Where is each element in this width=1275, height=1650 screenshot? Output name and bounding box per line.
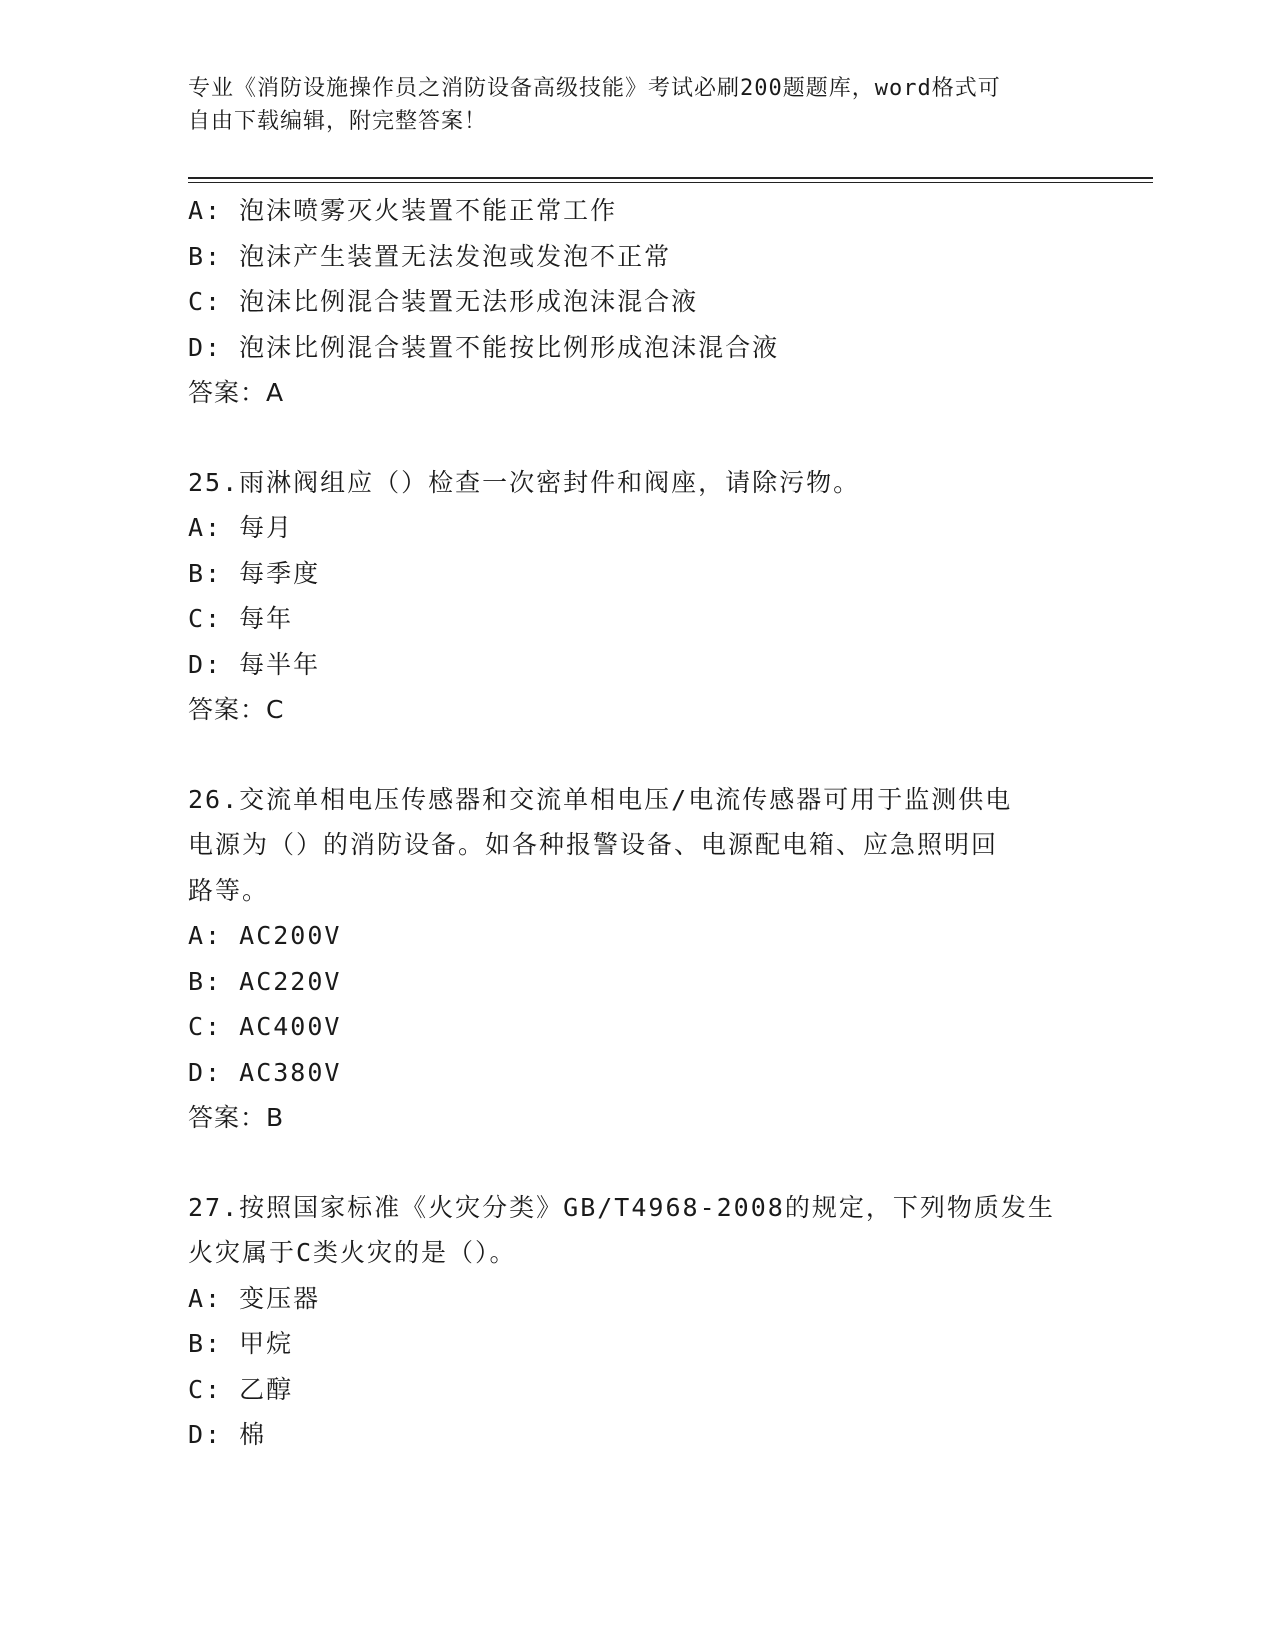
option-a: A: 泡沫喷雾灭火装置不能正常工作 [188, 196, 618, 225]
option-c: C: AC400V [188, 1012, 342, 1041]
option-a: A: 变压器 [188, 1283, 321, 1313]
spacer [188, 1141, 1068, 1185]
question-text-line-3: 路等。 [188, 875, 270, 905]
option-c: C: 乙醇 [188, 1374, 294, 1404]
option-b: B: 泡沫产生装置无法发泡或发泡不正常 [188, 241, 672, 271]
question-text: 25.雨淋阀组应（）检查一次密封件和阀座，请除污物。 [188, 467, 861, 497]
header-line-1: 专业《消防设施操作员之消防设备高级技能》考试必刷200题题库，word格式可 [188, 76, 1001, 101]
option-a: A: AC200V [188, 921, 342, 950]
option-c: C: 泡沫比例混合装置无法形成泡沫混合液 [188, 287, 699, 316]
spacer [188, 733, 1068, 777]
option-b: B: 甲烷 [188, 1329, 294, 1358]
question-text-line-1: 27.按照国家标准《火灾分类》GB/T4968-2008的规定，下列物质发生 [188, 1192, 1055, 1222]
option-b: B: 每季度 [188, 558, 321, 588]
option-d: D: AC380V [188, 1057, 342, 1087]
option-a: A: 每月 [188, 513, 294, 542]
question-block-25 [188, 460, 1068, 733]
question-block-27 [188, 1185, 1068, 1458]
question-text-line-2: 电源为（）的消防设备。如各种报警设备、电源配电箱、应急照明回 [188, 830, 999, 859]
question-block-26 [188, 777, 1068, 1141]
header-divider-thin [188, 182, 1153, 183]
header-divider-thick [188, 177, 1153, 179]
answer-line: 答案：B [188, 1103, 285, 1132]
question-block-prev [188, 188, 1068, 416]
option-d: D: 泡沫比例混合装置不能按比例形成泡沫混合液 [188, 332, 780, 362]
option-d: D: 每半年 [188, 649, 321, 679]
question-text-line-1: 26.交流单相电压传感器和交流单相电压/电流传感器可用于监测供电 [188, 784, 1013, 814]
question-list [188, 188, 1068, 1458]
option-d: D: 棉 [188, 1420, 267, 1449]
answer-line: 答案：C [188, 695, 285, 724]
answer-line: 答案：A [188, 378, 285, 407]
option-b: B: AC220V [188, 966, 342, 996]
question-text-line-2: 火灾属于C类火灾的是（）。 [188, 1238, 517, 1267]
option-c: C: 每年 [188, 604, 294, 633]
spacer [188, 416, 1068, 460]
page-header [188, 72, 1068, 138]
header-line-2: 自由下载编辑，附完整答案！ [188, 109, 488, 134]
